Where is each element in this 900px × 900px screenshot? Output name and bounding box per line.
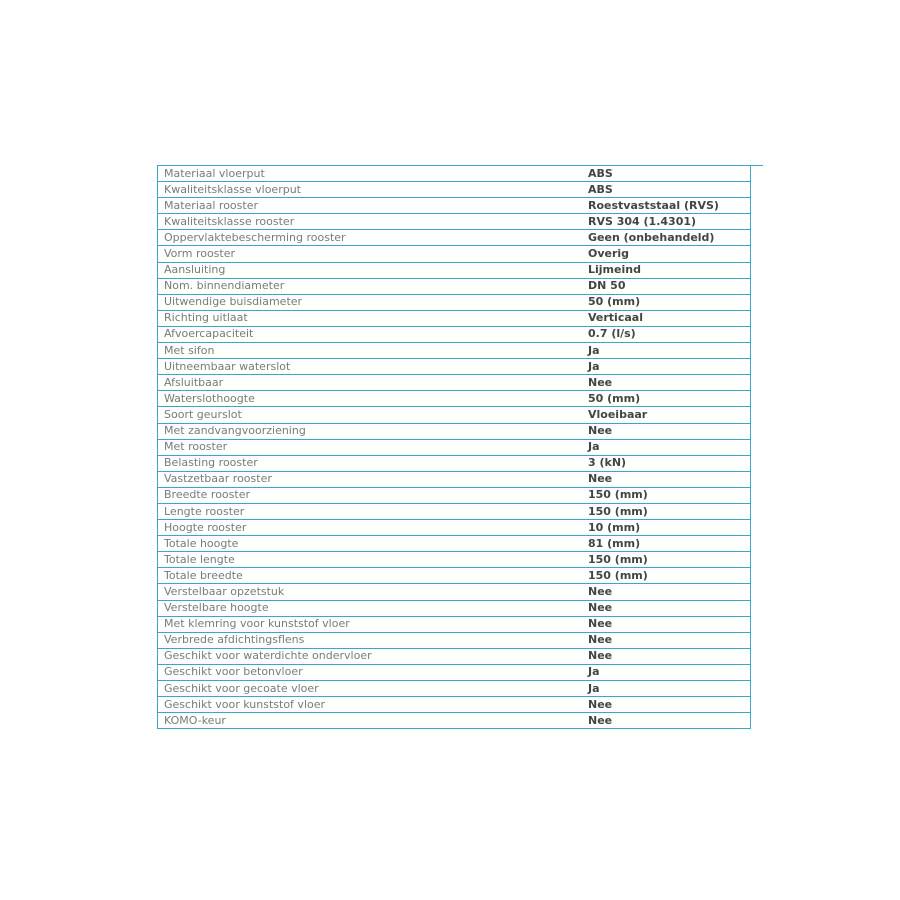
spec-label: Aansluiting bbox=[158, 262, 583, 278]
table-row bbox=[158, 664, 751, 680]
table-row bbox=[158, 423, 751, 439]
specification-table-body bbox=[158, 166, 751, 729]
spec-value: 50 (mm) bbox=[582, 391, 751, 407]
spec-label: KOMO-keur bbox=[158, 713, 583, 729]
spec-label: Geschikt voor betonvloer bbox=[158, 664, 583, 680]
spec-value: Nee bbox=[582, 713, 751, 729]
spec-label: Verstelbare hoogte bbox=[158, 600, 583, 616]
spec-label: Oppervlaktebescherming rooster bbox=[158, 230, 583, 246]
table-row bbox=[158, 455, 751, 471]
table-row bbox=[158, 359, 751, 375]
spec-value: 50 (mm) bbox=[582, 294, 751, 310]
spec-label: Hoogte rooster bbox=[158, 520, 583, 536]
spec-value: 150 (mm) bbox=[582, 568, 751, 584]
spec-label: Totale breedte bbox=[158, 568, 583, 584]
table-row bbox=[158, 681, 751, 697]
table-row bbox=[158, 616, 751, 632]
spec-label: Met sifon bbox=[158, 343, 583, 359]
table-row bbox=[158, 246, 751, 262]
table-row bbox=[158, 632, 751, 648]
spec-label: Totale lengte bbox=[158, 552, 583, 568]
spec-label: Verstelbaar opzetstuk bbox=[158, 584, 583, 600]
spec-value: ABS bbox=[582, 166, 751, 182]
spec-value: Nee bbox=[582, 423, 751, 439]
spec-label: Materiaal vloerput bbox=[158, 166, 583, 182]
table-row bbox=[158, 552, 751, 568]
spec-value: Overig bbox=[582, 246, 751, 262]
table-row bbox=[158, 697, 751, 713]
spec-value: ABS bbox=[582, 182, 751, 198]
specification-table bbox=[157, 165, 751, 729]
table-row bbox=[158, 648, 751, 664]
spec-value: 10 (mm) bbox=[582, 520, 751, 536]
spec-value: Ja bbox=[582, 664, 751, 680]
table-row bbox=[158, 198, 751, 214]
table-row bbox=[158, 713, 751, 729]
spec-value: 81 (mm) bbox=[582, 536, 751, 552]
spec-label: Kwaliteitsklasse vloerput bbox=[158, 182, 583, 198]
spec-label: Verbrede afdichtingsflens bbox=[158, 632, 583, 648]
spec-value: 150 (mm) bbox=[582, 503, 751, 519]
spec-label: Lengte rooster bbox=[158, 503, 583, 519]
table-row bbox=[158, 520, 751, 536]
table-border-extension bbox=[751, 165, 763, 166]
spec-value: Nee bbox=[582, 375, 751, 391]
spec-value: 150 (mm) bbox=[582, 552, 751, 568]
table-row bbox=[158, 503, 751, 519]
table-row bbox=[158, 391, 751, 407]
spec-value: Nee bbox=[582, 697, 751, 713]
spec-label: Geschikt voor gecoate vloer bbox=[158, 681, 583, 697]
table-row bbox=[158, 407, 751, 423]
spec-label: Geschikt voor kunststof vloer bbox=[158, 697, 583, 713]
table-row bbox=[158, 536, 751, 552]
table-row bbox=[158, 214, 751, 230]
spec-label: Breedte rooster bbox=[158, 487, 583, 503]
spec-label: Materiaal rooster bbox=[158, 198, 583, 214]
spec-label: Afvoercapaciteit bbox=[158, 326, 583, 342]
table-row bbox=[158, 262, 751, 278]
spec-label: Soort geurslot bbox=[158, 407, 583, 423]
spec-value: DN 50 bbox=[582, 278, 751, 294]
spec-value: RVS 304 (1.4301) bbox=[582, 214, 751, 230]
spec-value: Nee bbox=[582, 648, 751, 664]
spec-label: Waterslothoogte bbox=[158, 391, 583, 407]
spec-label: Met zandvangvoorziening bbox=[158, 423, 583, 439]
spec-value: Ja bbox=[582, 343, 751, 359]
table-row bbox=[158, 584, 751, 600]
spec-label: Afsluitbaar bbox=[158, 375, 583, 391]
spec-value: Ja bbox=[582, 681, 751, 697]
spec-value: 3 (kN) bbox=[582, 455, 751, 471]
table-row bbox=[158, 568, 751, 584]
spec-value: 0.7 (l/s) bbox=[582, 326, 751, 342]
table-row bbox=[158, 166, 751, 182]
table-row bbox=[158, 600, 751, 616]
table-row bbox=[158, 310, 751, 326]
spec-label: Uitwendige buisdiameter bbox=[158, 294, 583, 310]
table-row bbox=[158, 439, 751, 455]
table-row bbox=[158, 230, 751, 246]
spec-value: Nee bbox=[582, 584, 751, 600]
spec-label: Vorm rooster bbox=[158, 246, 583, 262]
table-row bbox=[158, 487, 751, 503]
spec-label: Geschikt voor waterdichte ondervloer bbox=[158, 648, 583, 664]
spec-value: Lijmeind bbox=[582, 262, 751, 278]
spec-value: Nee bbox=[582, 471, 751, 487]
spec-value: 150 (mm) bbox=[582, 487, 751, 503]
spec-label: Met klemring voor kunststof vloer bbox=[158, 616, 583, 632]
table-row bbox=[158, 182, 751, 198]
spec-value: Nee bbox=[582, 600, 751, 616]
spec-label: Nom. binnendiameter bbox=[158, 278, 583, 294]
spec-value: Verticaal bbox=[582, 310, 751, 326]
table-row bbox=[158, 326, 751, 342]
table-row bbox=[158, 375, 751, 391]
spec-value: Ja bbox=[582, 359, 751, 375]
spec-label: Kwaliteitsklasse rooster bbox=[158, 214, 583, 230]
spec-value: Geen (onbehandeld) bbox=[582, 230, 751, 246]
spec-value: Nee bbox=[582, 616, 751, 632]
table-row bbox=[158, 471, 751, 487]
table-row bbox=[158, 343, 751, 359]
spec-label: Uitneembaar waterslot bbox=[158, 359, 583, 375]
spec-label: Belasting rooster bbox=[158, 455, 583, 471]
table-row bbox=[158, 278, 751, 294]
spec-label: Richting uitlaat bbox=[158, 310, 583, 326]
spec-value: Vloeibaar bbox=[582, 407, 751, 423]
spec-label: Vastzetbaar rooster bbox=[158, 471, 583, 487]
specification-table-container bbox=[157, 165, 763, 729]
spec-value: Roestvaststaal (RVS) bbox=[582, 198, 751, 214]
spec-label: Met rooster bbox=[158, 439, 583, 455]
spec-value: Ja bbox=[582, 439, 751, 455]
spec-label: Totale hoogte bbox=[158, 536, 583, 552]
table-row bbox=[158, 294, 751, 310]
spec-value: Nee bbox=[582, 632, 751, 648]
